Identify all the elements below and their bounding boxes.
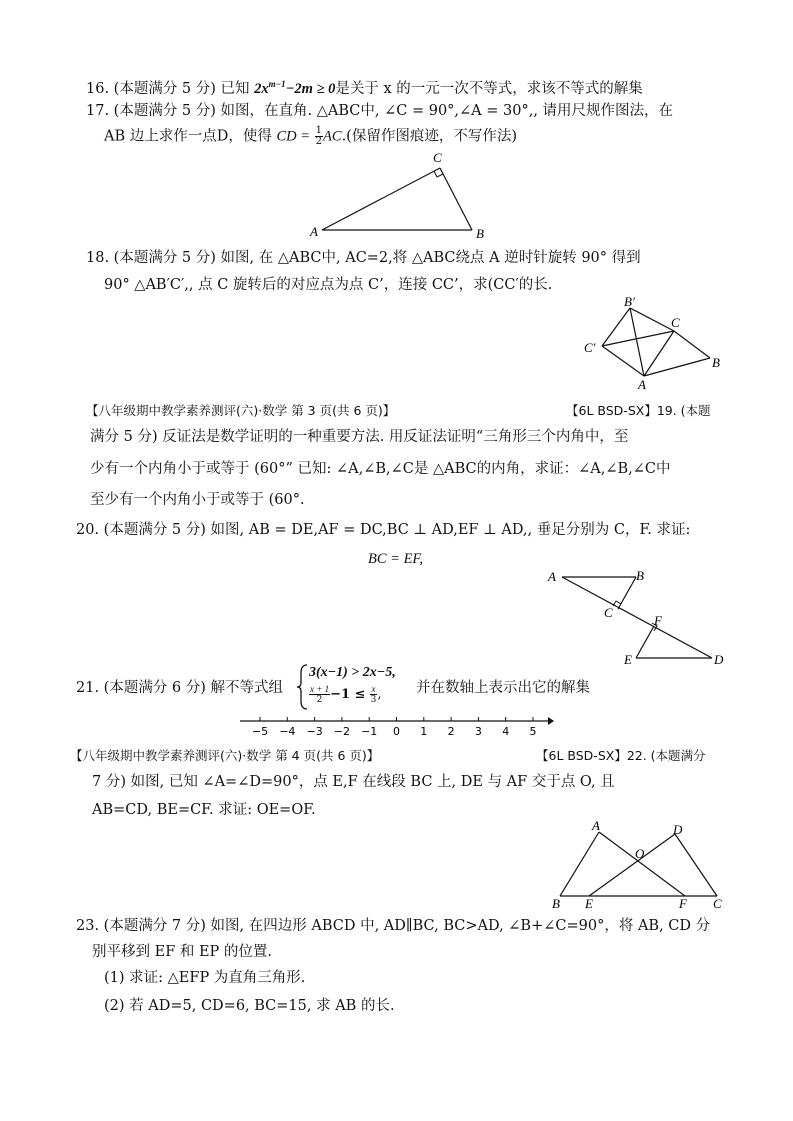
- q17-text-a: AB 边上求作一点D，使得: [104, 128, 272, 145]
- q21-inequality-1: 3(x−1) > 2x−5,: [309, 665, 396, 680]
- number-line-tick-label: −2: [333, 725, 351, 738]
- q18-label-C: C: [671, 315, 680, 330]
- q17-label-B: B: [476, 226, 484, 241]
- q22-label-B: B: [552, 896, 560, 910]
- q20-label-F: F: [654, 613, 662, 628]
- q22-label-D: D: [673, 822, 683, 837]
- q20-label-A: A: [548, 569, 556, 584]
- question-23-line2: 别平移到 EF 和 EP 的位置.: [92, 944, 273, 960]
- q22-figure: [545, 818, 730, 910]
- number-line-tick-label: 3: [474, 725, 482, 738]
- footer-page4-left: 【八年级期中教学素养测评(六)·数学 第 4 页(共 6 页)】: [70, 748, 380, 763]
- question-18-line2: 90° △AB′C′,, 点 C 旋转后的对应点为点 C’，连接 CC’，求(CC′的长.: [104, 277, 553, 293]
- q21-number-line: [236, 715, 556, 739]
- number-line-tick-label: 0: [393, 725, 400, 738]
- q17-fraction: $\frac{1}{2}$: [315, 125, 323, 147]
- q17-side-AC: [322, 168, 440, 230]
- number-line-tick-label: 1: [420, 725, 428, 738]
- number-line-tick-label: 5: [529, 725, 537, 738]
- q20-label-E: E: [624, 652, 632, 667]
- q16-sup: m−1: [268, 79, 286, 89]
- q20-label-D: D: [714, 652, 724, 667]
- number-line-tick-label: −5: [251, 725, 269, 738]
- footer-page3-right: 【6L BSD-SX】19. (本题: [566, 403, 711, 418]
- q20-label-B: B: [636, 568, 644, 583]
- question-23-part2: (2) 若 AD=5, CD=6, BC=15, 求 AB 的长.: [104, 998, 395, 1014]
- question-21-prefix: 21. (本题满分 6 分) 解不等式组: [76, 680, 284, 696]
- q22-label-C: C: [713, 896, 722, 910]
- question-20-line1: 20. (本题满分 5 分) 如图, AB = DE,AF = DC,BC ⊥ AD,EF ⊥ AD,, 垂足分别为 C，F. 求证:: [76, 522, 691, 538]
- q22-label-F: F: [679, 896, 687, 910]
- question-23-line1: 23. (本题满分 7 分) 如图, 在四边形 ABCD 中, AD∥BC, BC>AD, ∠B+∠C=90°，将 AB, CD 分: [76, 918, 711, 934]
- footer-page4-right: 【6L BSD-SX】22. (本题满分: [536, 748, 706, 763]
- q16-math2: −2m ≥ 0: [285, 80, 336, 97]
- q18-label-A: A: [638, 377, 646, 392]
- question-18-line1: 18. (本题满分 5 分) 如图, 在 △ABC中, AC=2,将 △ABC绕点 A 逆时针旋转 90° 得到: [86, 250, 641, 266]
- number-line-tick-label: −4: [279, 725, 296, 738]
- number-line-tick-label: −1: [361, 725, 378, 738]
- q17-text-b: .(保留作图痕迹，不写作法): [341, 128, 517, 145]
- question-17-line1: 17. (本题满分 5 分) 如图，在直角. △ABC中, ∠C = 90°,∠A = 30°,, 请用尺规作图法，在: [86, 103, 674, 119]
- footer-page3-left: 【八年级期中教学素养测评(六)·数学 第 3 页(共 6 页)】: [86, 403, 396, 418]
- number-line-tick-label: −3: [306, 725, 323, 738]
- q17-ac: AC: [323, 128, 342, 145]
- number-line-tick-label: 4: [502, 725, 510, 738]
- question-19-line3: 至少有一个内角小于或等于 (60°.: [90, 492, 305, 508]
- q17-triangle-figure: [300, 148, 500, 243]
- q17-side-CB: [440, 168, 472, 230]
- q16-suffix: 是关于 x 的一元一次不等式，求该不等式的解集: [335, 80, 643, 97]
- q17-label-A: A: [310, 224, 318, 239]
- question-19-line1: 满分 5 分) 反证法是数学证明的一种重要方法. 用反证法证明“三角形三个内角中，至: [90, 429, 629, 445]
- question-21-suffix: 并在数轴上表示出它的解集: [416, 680, 590, 696]
- q21-brace: [297, 663, 309, 711]
- q22-label-O: O: [635, 846, 645, 861]
- q17-label-C: C: [433, 150, 442, 165]
- number-line-tick-label: 2: [447, 725, 455, 738]
- question-17-line2: [104, 126, 517, 147]
- q16-prefix: 16. (本题满分 5 分) 已知: [86, 80, 250, 97]
- q18-label-Bp: B′: [624, 294, 635, 309]
- question-23-part1: (1) 求证: △EFP 为直角三角形.: [104, 970, 306, 986]
- q18-label-Cp: C′: [584, 340, 596, 355]
- q18-label-B: B: [712, 355, 720, 370]
- question-22-line2: AB=CD, BE=CF. 求证: OE=OF.: [92, 802, 316, 818]
- q18-rotation-figure: [578, 294, 728, 394]
- q20-figure: [540, 565, 735, 670]
- question-22-line1: 7 分) 如图, 已知 ∠A=∠D=90°，点 E,F 在线段 BC 上, DE 与 AF 交于点 O, 且: [92, 774, 615, 790]
- q17-cd: CD =: [276, 128, 311, 145]
- question-16: [86, 74, 643, 99]
- q21-inequality-2: $\frac{x + 1}{2}$ −1 ≤ $\frac{x}{3}$ ,: [310, 684, 382, 705]
- question-20-line2: BC = EF,: [368, 551, 424, 567]
- q16-math: 2x: [254, 80, 269, 97]
- q22-label-E: E: [585, 896, 593, 910]
- question-19-line2: 少有一个内角小于或等于 (60°” 已知: ∠A,∠B,∠C是 △ABC的内角，求证：∠A,∠B,∠C中: [90, 461, 671, 477]
- q20-label-C: C: [604, 605, 613, 620]
- q22-label-A: A: [592, 818, 600, 833]
